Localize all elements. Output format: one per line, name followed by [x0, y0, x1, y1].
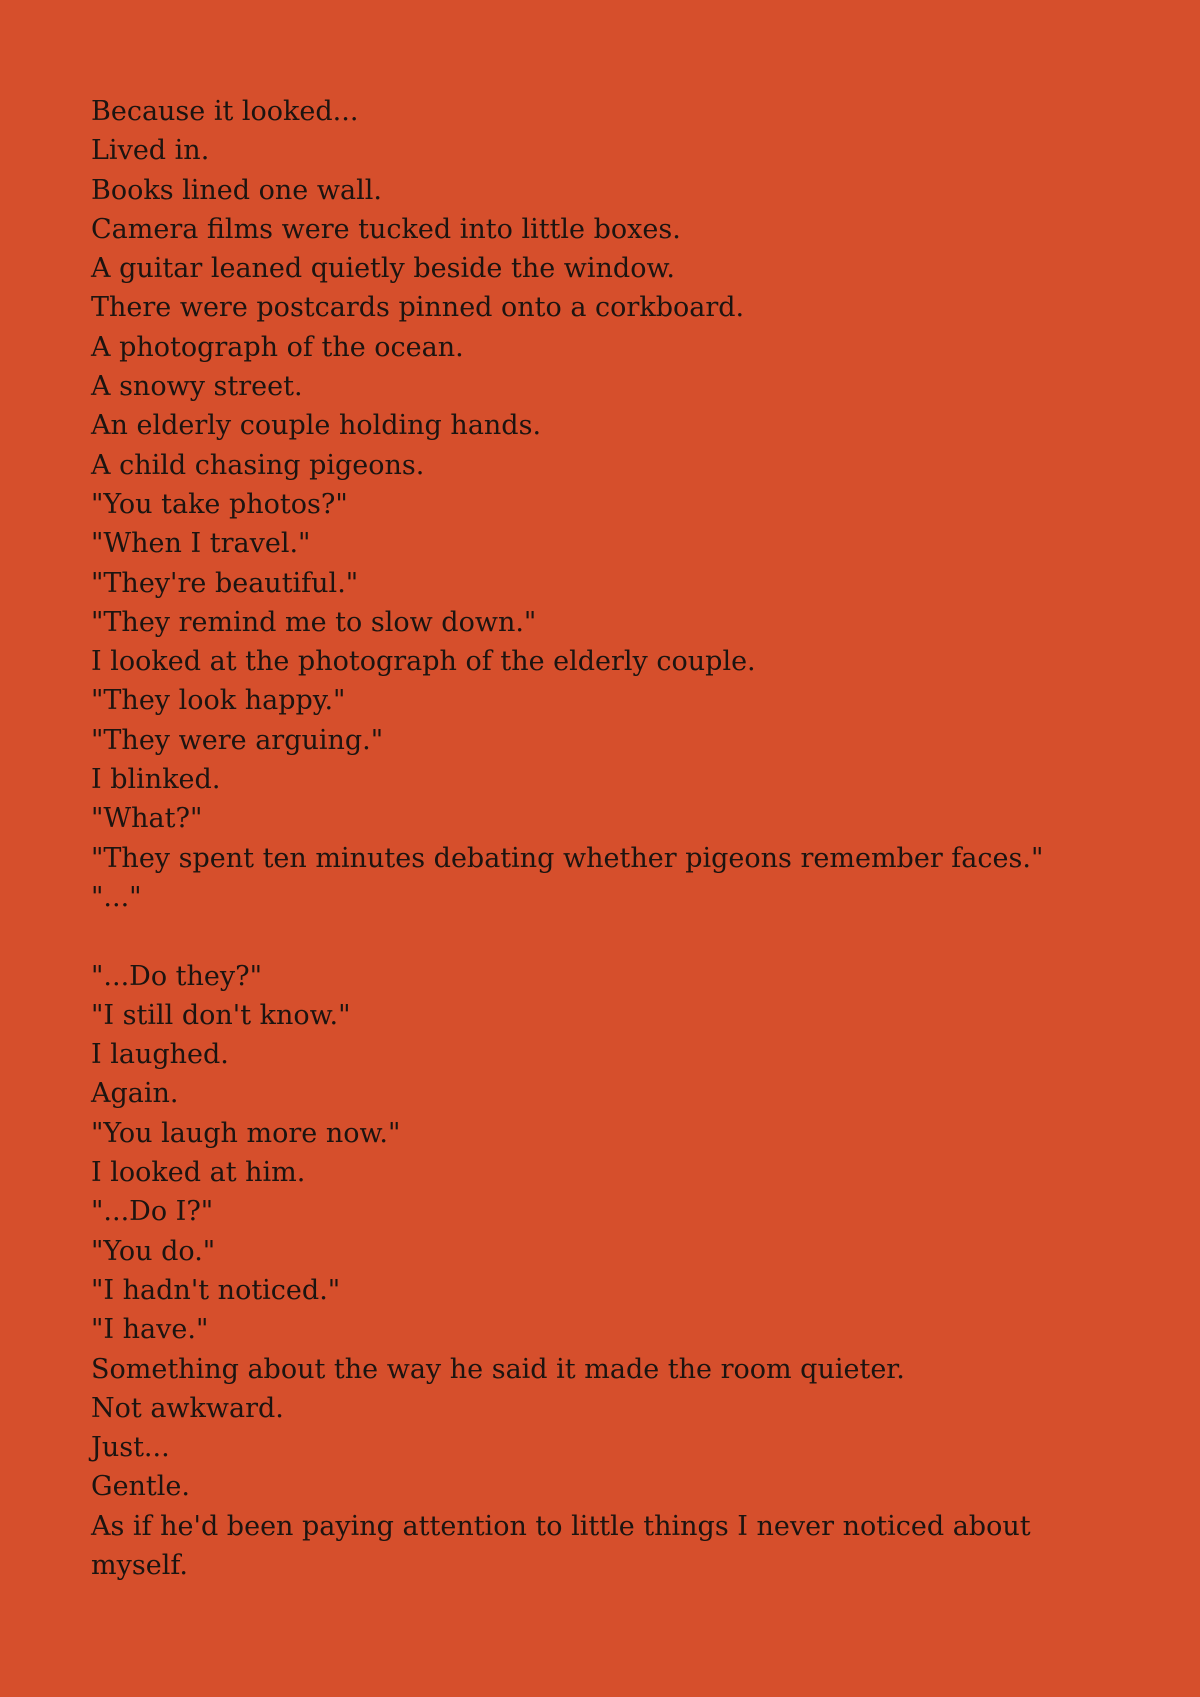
text-line: There were postcards pinned onto a corkboard. — [91, 292, 745, 324]
text-line: "They spent ten minutes debating whether pigeons remember faces." — [91, 842, 1044, 874]
text-line: I looked at the photograph of the elderly couple. — [91, 646, 756, 678]
text-line: "You laugh more now." — [91, 1117, 401, 1149]
text-line: As if he'd been paying attention to little things I never noticed about myself. — [91, 1510, 1031, 1581]
text-line: "They were arguing." — [91, 724, 384, 756]
story-text — [91, 92, 1091, 1585]
text-line: "I still don't know." — [91, 999, 351, 1031]
text-line: An elderly couple holding hands. — [91, 410, 542, 442]
text-line: A guitar leaned quietly beside the window. — [91, 253, 675, 285]
text-line: Lived in. — [91, 135, 210, 167]
text-line: Just... — [91, 1432, 170, 1464]
text-line: A child chasing pigeons. — [91, 449, 425, 481]
text-line: I blinked. — [91, 764, 221, 796]
blank-line — [91, 917, 1091, 956]
text-line: "I hadn't noticed." — [91, 1274, 341, 1306]
text-line: Because it looked... — [91, 96, 359, 127]
text-line: I laughed. — [91, 1039, 229, 1071]
text-line: "You do." — [91, 1235, 216, 1267]
text-line: Books lined one wall. — [91, 174, 382, 206]
text-line: "What?" — [91, 803, 203, 835]
text-line: "...Do they?" — [91, 960, 263, 992]
text-line: Not awkward. — [91, 1392, 284, 1424]
text-line: A snowy street. — [91, 371, 303, 403]
text-line: A photograph of the ocean. — [91, 331, 464, 363]
text-line: Gentle. — [91, 1471, 190, 1503]
text-line: "When I travel." — [91, 528, 311, 560]
text-line: "They remind me to slow down." — [91, 606, 537, 638]
text-line: "I have." — [91, 1314, 209, 1346]
text-line: "..." — [91, 881, 142, 913]
text-line: "They're beautiful." — [91, 567, 359, 599]
text-line: "You take photos?" — [91, 488, 348, 520]
text-line: "...Do I?" — [91, 1196, 214, 1228]
text-line: Something about the way he said it made the room quieter. — [91, 1353, 905, 1385]
text-line: I looked at him. — [91, 1157, 306, 1189]
text-line: Camera films were tucked into little boxes. — [91, 213, 681, 245]
text-line: "They look happy." — [91, 685, 346, 717]
text-line: Again. — [91, 1078, 179, 1110]
